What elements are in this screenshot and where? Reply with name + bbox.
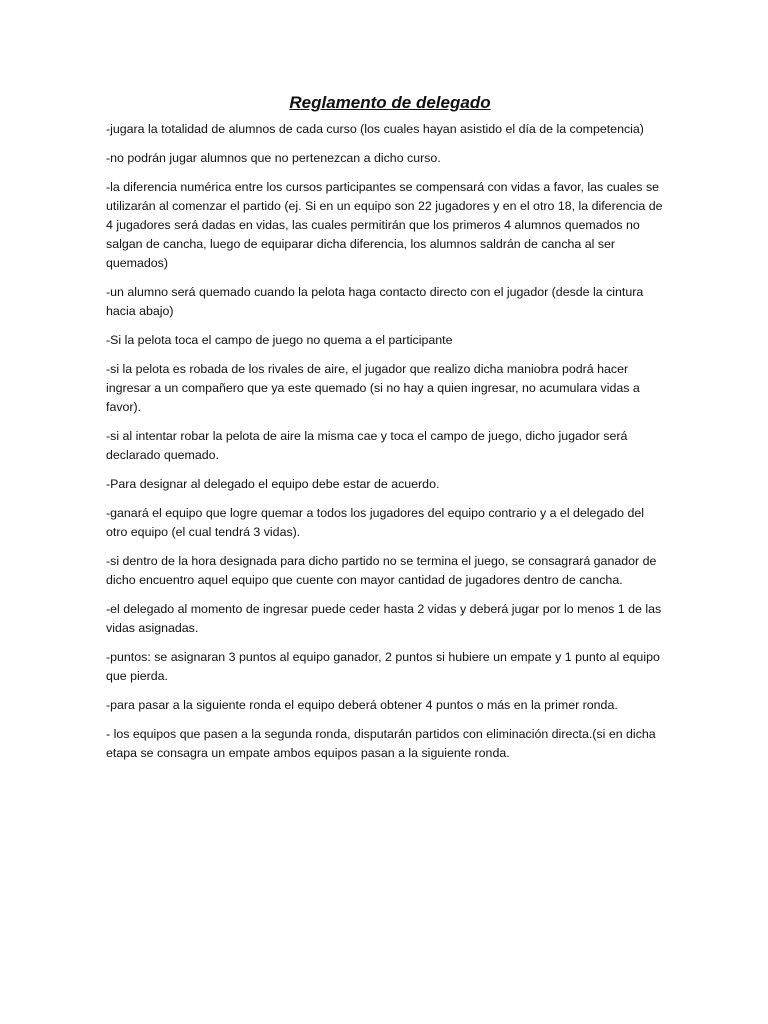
rule-paragraph: -Para designar al delegado el equipo debe estar de acuerdo. xyxy=(106,477,440,491)
rule-paragraph: -jugara la totalidad de alumnos de cada curso (los cuales hayan asistido el día de la competencia) xyxy=(106,122,644,136)
rule-paragraph: -si dentro de la hora designada para dicho partido no se termina el juego, se consagrará ganador de dicho encuentro aquel equipo que cuente con mayor cantidad de jugadores dentro de cancha. xyxy=(106,554,657,587)
rule-paragraph: -un alumno será quemado cuando la pelota haga contacto directo con el jugador (desde la cintura hacia abajo) xyxy=(106,285,644,318)
rule-paragraph: -no podrán jugar alumnos que no pertenezcan a dicho curso. xyxy=(106,151,441,165)
rule-paragraph: -puntos: se asignaran 3 puntos al equipo ganador, 2 puntos si hubiere un empate y 1 punto al equipo que pierda. xyxy=(106,650,660,683)
rule-paragraph: -el delegado al momento de ingresar puede ceder hasta 2 vidas y deberá jugar por lo menos 1 de las vidas asignadas. xyxy=(106,602,662,635)
rule-paragraph: -ganará el equipo que logre quemar a todos los jugadores del equipo contrario y a el delegado del otro equipo (el cual tendrá 3 vidas). xyxy=(106,506,644,539)
rule-paragraph: -si al intentar robar la pelota de aire la misma cae y toca el campo de juego, dicho jugador será declarado quemado. xyxy=(106,429,628,462)
rule-paragraph: - los equipos que pasen a la segunda ronda, disputarán partidos con eliminación directa.(si en dicha etapa se consagra un empate ambos equipos pasan a la siguiente ronda. xyxy=(106,727,656,760)
rule-paragraph: -Si la pelota toca el campo de juego no quema a el participante xyxy=(106,333,453,347)
rule-paragraph: -para pasar a la siguiente ronda el equipo deberá obtener 4 puntos o más en la primer ronda. xyxy=(106,698,618,712)
rule-paragraph: -si la pelota es robada de los rivales de aire, el jugador que realizo dicha maniobra podrá hacer ingresar a un compañero que ya este quemado (si no hay a quien ingresar, no acumulara vidas a favor). xyxy=(106,362,640,414)
rule-paragraph: -la diferencia numérica entre los cursos participantes se compensará con vidas a favor, las cuales se utilizarán al comenzar el partido (ej. Si en un equipo son 22 jugadores y en el otro 18, la diferencia de 4 jugadores será dadas en vidas, las cuales permitirán que los primeros 4 alumnos quemados no salgan de cancha, luego de equiparar dicha diferencia, los alumnos saldrán de cancha al ser quemados) xyxy=(106,180,663,270)
document-title: Reglamento de delegado xyxy=(289,93,491,112)
